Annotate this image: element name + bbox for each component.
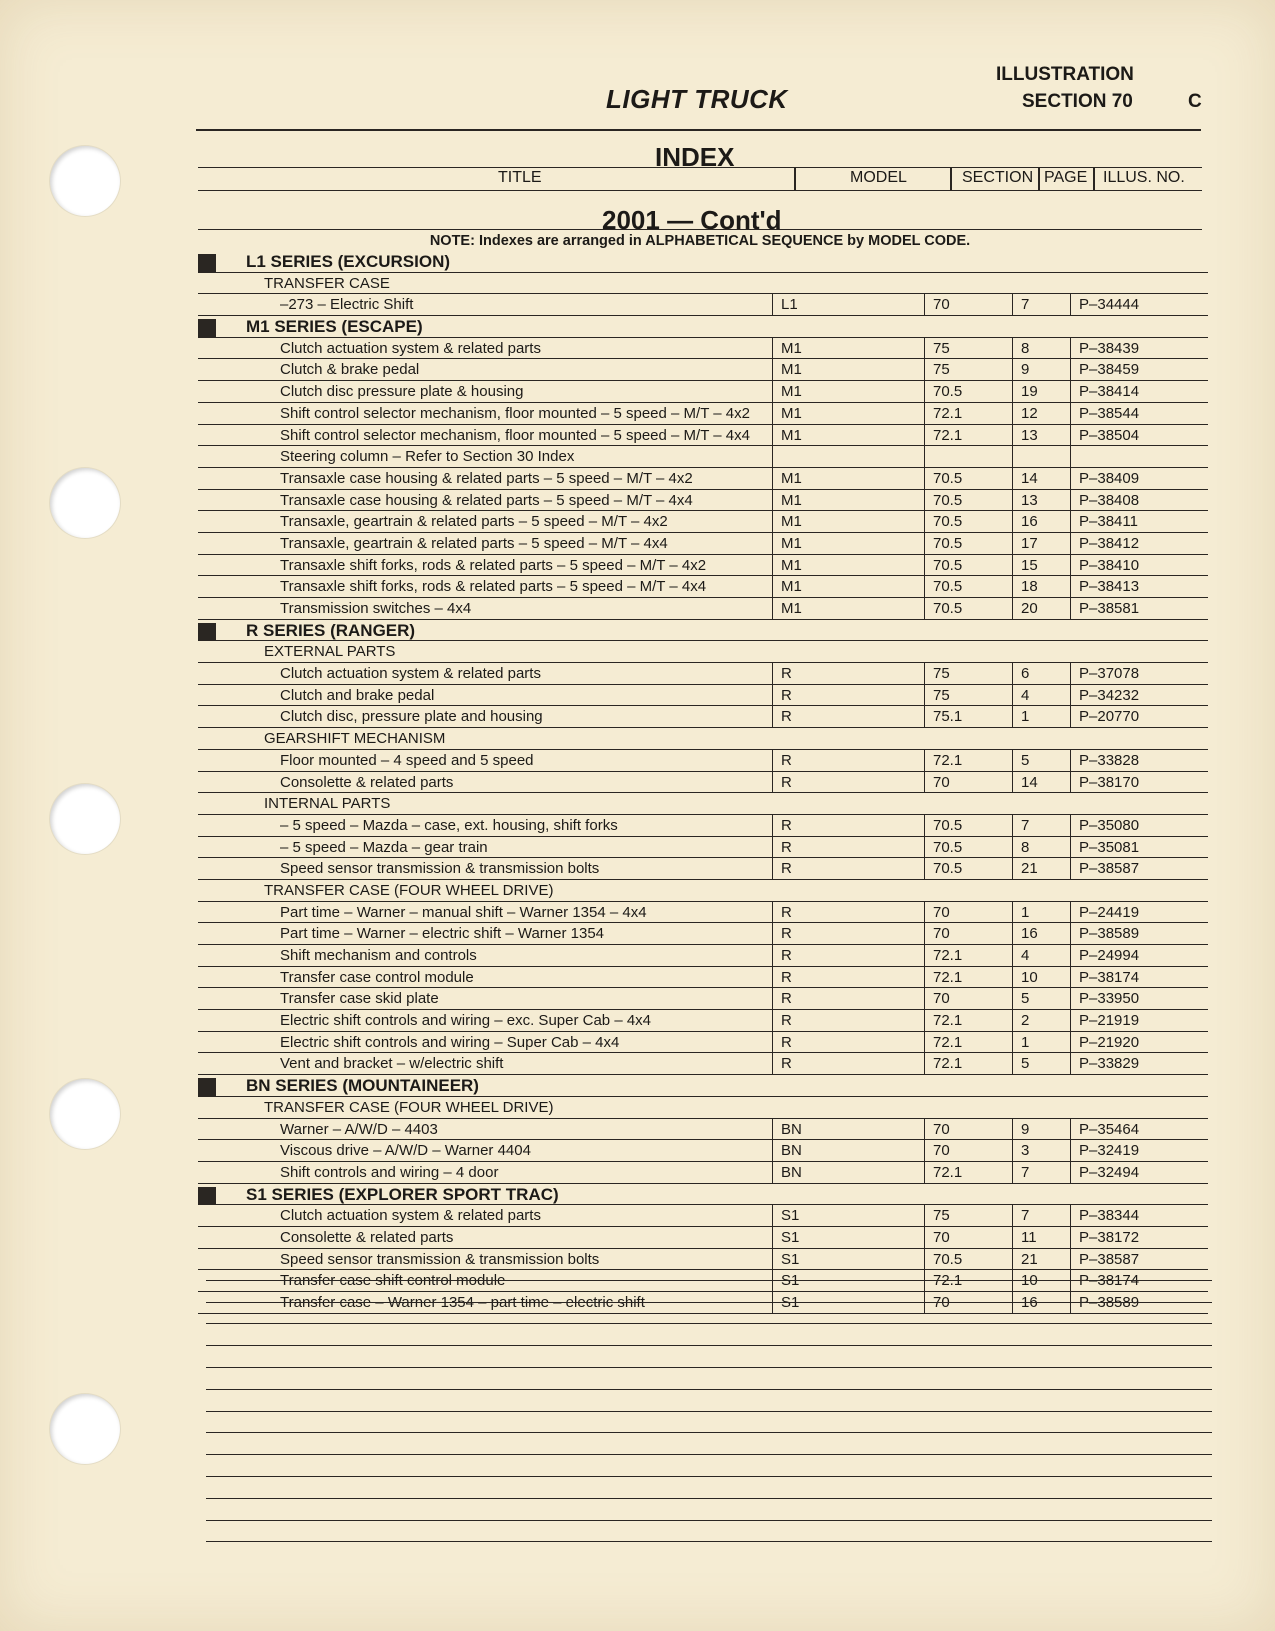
row-title: Speed sensor transmission & transmission bolts [280,860,600,878]
section-cell: 75.1 [924,706,1012,727]
illus-cell: P–38587 [1070,1249,1160,1270]
row-title: Clutch actuation system & related parts [280,339,541,357]
column-illus: ILLUS. NO. [1103,169,1185,186]
section-cell: 72.1 [924,403,1012,424]
blank-line [206,1477,1212,1499]
model-cell: S1 [772,1270,924,1291]
illus-cell: P–34232 [1070,685,1160,706]
model-cell: S1 [772,1205,924,1226]
illus-cell [1070,446,1160,467]
model-cell: R [772,858,924,879]
model-cell: R [772,923,924,944]
model-cell: R [772,706,924,727]
group-heading-row [198,273,1208,295]
model-cell: BN [772,1162,924,1183]
illus-cell: P–38581 [1070,598,1160,619]
row-title: Vent and bracket – w/electric shift [280,1055,504,1073]
illus-cell: P–33950 [1070,988,1160,1009]
page-cell: 8 [1012,837,1070,858]
section-cell: 72.1 [924,1032,1012,1053]
index-table [198,251,1208,1314]
illus-cell: P–38413 [1070,576,1160,597]
row-title: R SERIES (RANGER) [246,620,416,640]
page-cell: 6 [1012,663,1070,684]
illus-cell: P–38174 [1070,1270,1160,1291]
year-heading: 2001 — Cont'd [602,205,782,235]
section-cell: 70.5 [924,815,1012,836]
illus-cell: P–21920 [1070,1032,1160,1053]
row-title: Warner – A/W/D – 4403 [280,1120,438,1138]
section-cell: 70 [924,988,1012,1009]
page-cell: 7 [1012,1205,1070,1226]
row-title: Electric shift controls and wiring – exc. Super Cab – 4x4 [280,1012,652,1030]
section-cell: 70.5 [924,381,1012,402]
illus-cell: P–33829 [1070,1053,1160,1074]
model-cell: R [772,750,924,771]
row-title: Part time – Warner – manual shift – Warner 1354 – 4x4 [280,903,647,921]
page-cell: 7 [1012,294,1070,315]
header-rule [196,129,1201,131]
section-cell: 70 [924,1119,1012,1140]
row-title: TRANSFER CASE (FOUR WHEEL DRIVE) [264,1098,554,1116]
row-title: Viscous drive – A/W/D – Warner 4404 [280,1142,531,1160]
index-row [198,1032,1208,1054]
illus-cell: P–38589 [1070,923,1160,944]
page-cell: 18 [1012,576,1070,597]
model-cell: R [772,815,924,836]
row-title: Shift mechanism and controls [280,947,477,964]
index-row [198,294,1208,316]
model-cell: R [772,772,924,793]
illus-cell: P–33828 [1070,750,1160,771]
illus-cell: P–35464 [1070,1119,1160,1140]
illus-cell: P–38587 [1070,858,1160,879]
page-cell: 3 [1012,1140,1070,1161]
model-cell: M1 [772,533,924,554]
model-cell: R [772,1010,924,1031]
binder-hole [50,1394,120,1464]
page-cell: 5 [1012,988,1070,1009]
model-cell: M1 [772,598,924,619]
model-cell: S1 [772,1227,924,1248]
row-title: M1 SERIES (ESCAPE) [246,317,423,337]
section-cell: 70 [924,294,1012,315]
blank-line [206,1412,1212,1434]
model-cell: R [772,663,924,684]
section-cell: 70 [924,1140,1012,1161]
illus-cell: P–38172 [1070,1227,1160,1248]
illus-cell: P–38589 [1070,1292,1160,1313]
page-cell: 21 [1012,1249,1070,1270]
page-cell: 21 [1012,858,1070,879]
section-cell: 70.5 [924,555,1012,576]
binder-hole [50,1079,120,1149]
section-cell: 72.1 [924,425,1012,446]
blank-line [206,1433,1212,1455]
model-cell: R [772,837,924,858]
section-cell: 70.5 [924,598,1012,619]
row-title: Transfer case shift control module [280,1272,506,1290]
index-row [198,425,1208,447]
page-cell: 7 [1012,815,1070,836]
page-cell: 14 [1012,468,1070,489]
index-row [198,1140,1208,1162]
index-row [198,555,1208,577]
index-row [198,663,1208,685]
index-row [198,967,1208,989]
index-row [198,815,1208,837]
model-cell: R [772,967,924,988]
group-heading-row [198,880,1208,902]
row-title: Clutch actuation system & related parts [280,665,541,683]
row-title: Consolette & related parts [280,773,454,791]
section-cell: 70 [924,1227,1012,1248]
section-cell [924,446,1012,467]
row-title: –273 – Electric Shift [280,296,414,314]
illus-cell: P–38409 [1070,468,1160,489]
section-cell: 70.5 [924,490,1012,511]
series-heading-row [198,620,1208,642]
row-title: – 5 speed – Mazda – gear train [280,838,488,856]
page-cell: 13 [1012,490,1070,511]
page-cell: 13 [1012,425,1070,446]
index-row [198,359,1208,381]
row-title: Transfer case control module [280,968,474,986]
index-row [198,772,1208,794]
row-title: Electric shift controls and wiring – Super Cab – 4x4 [280,1033,620,1051]
page-cell: 11 [1012,1227,1070,1248]
row-title: Shift control selector mechanism, floor mounted – 5 speed – M/T – 4x2 [280,404,750,422]
column-model: MODEL [850,169,907,186]
illus-cell: P–37078 [1070,663,1160,684]
index-row [198,403,1208,425]
row-title: S1 SERIES (EXPLORER SPORT TRAC) [246,1184,559,1204]
row-title: Transaxle case housing & related parts – 5 speed – M/T – 4x4 [280,491,693,509]
blank-line [206,1368,1212,1390]
model-cell: L1 [772,294,924,315]
illus-cell: P–38408 [1070,490,1160,511]
row-title: Clutch and brake pedal [280,686,435,704]
page-cell: 7 [1012,1162,1070,1183]
index-row [198,945,1208,967]
blank-line [206,1390,1212,1412]
page-cell: 16 [1012,1292,1070,1313]
section-cell: 72.1 [924,967,1012,988]
page-cell: 1 [1012,706,1070,727]
series-marker [198,623,216,641]
illus-cell: P–32419 [1070,1140,1160,1161]
row-title: Speed sensor transmission & transmission bolts [280,1250,600,1268]
column-page: PAGE [1044,169,1088,186]
row-title: TRANSFER CASE (FOUR WHEEL DRIVE) [264,881,554,899]
page-cell: 9 [1012,1119,1070,1140]
binder-hole [50,784,120,854]
index-row [198,902,1208,924]
index-row [198,1119,1208,1141]
row-title: Clutch disc pressure plate & housing [280,383,524,401]
group-heading-row [198,793,1208,815]
index-row [198,576,1208,598]
index-row [198,837,1208,859]
section-cell: 70.5 [924,533,1012,554]
index-row [198,598,1208,620]
index-row [198,1162,1208,1184]
page-cell: 19 [1012,381,1070,402]
page-cell: 15 [1012,555,1070,576]
illus-cell: P–35080 [1070,815,1160,836]
section-cell: 70 [924,902,1012,923]
row-title: Steering column – Refer to Section 30 Index [280,448,575,466]
section-cell: 70.5 [924,858,1012,879]
model-cell: M1 [772,576,924,597]
row-title: Transaxle case housing & related parts – 5 speed – M/T – 4x2 [280,469,693,487]
group-heading-row [198,728,1208,750]
model-cell: S1 [772,1249,924,1270]
series-heading-row [198,1184,1208,1206]
row-title: Clutch actuation system & related parts [280,1207,541,1225]
row-title: Transfer case – Warner 1354 – part time – electric shift [280,1294,645,1311]
model-cell: R [772,1053,924,1074]
row-title: Transaxle, geartrain & related parts – 5 speed – M/T – 4x2 [280,513,668,531]
binder-hole [50,146,120,216]
model-cell: M1 [772,468,924,489]
illus-cell: P–21919 [1070,1010,1160,1031]
illus-cell: P–38544 [1070,403,1160,424]
row-title: GEARSHIFT MECHANISM [264,730,446,748]
group-heading-row [198,641,1208,663]
section-cell: 70.5 [924,1249,1012,1270]
model-cell: M1 [772,490,924,511]
row-title: EXTERNAL PARTS [264,643,396,661]
model-cell: M1 [772,511,924,532]
column-title: TITLE [498,169,542,186]
row-title: Shift control selector mechanism, floor mounted – 5 speed – M/T – 4x4 [280,426,750,444]
illus-cell: P–38414 [1070,381,1160,402]
illus-cell: P–35081 [1070,837,1160,858]
row-title: – 5 speed – Mazda – case, ext. housing, shift forks [280,816,618,834]
page-cell: 1 [1012,902,1070,923]
blank-line [206,1346,1212,1368]
blank-line [206,1281,1212,1303]
index-row [198,1227,1208,1249]
row-title: INTERNAL PARTS [264,795,391,813]
row-title: Shift controls and wiring – 4 door [280,1163,499,1181]
group-heading-row [198,1097,1208,1119]
series-heading-row [198,1075,1208,1097]
illus-cell: P–38344 [1070,1205,1160,1226]
index-row [198,858,1208,880]
section-cell: 70 [924,1292,1012,1313]
index-row [198,490,1208,512]
series-marker [198,254,216,272]
index-row [198,1053,1208,1075]
illus-cell: P–20770 [1070,706,1160,727]
section-cell: 72.1 [924,1162,1012,1183]
illus-cell: P–34444 [1070,294,1160,315]
section-cell: 70 [924,772,1012,793]
index-row [198,468,1208,490]
section-cell: 75 [924,663,1012,684]
model-cell [772,446,924,467]
blank-line [206,1303,1212,1325]
illus-cell: P–38412 [1070,533,1160,554]
model-cell: M1 [772,403,924,424]
page-cell: 16 [1012,511,1070,532]
section-cell: 70.5 [924,511,1012,532]
section-cell: 75 [924,685,1012,706]
model-cell: M1 [772,425,924,446]
section-cell: 72.1 [924,750,1012,771]
row-title: L1 SERIES (EXCURSION) [246,252,451,271]
page-cell: 8 [1012,338,1070,359]
index-row [198,511,1208,533]
page-cell: 1 [1012,1032,1070,1053]
model-cell: BN [772,1119,924,1140]
illus-cell: P–38439 [1070,338,1160,359]
page-cell: 5 [1012,750,1070,771]
model-cell: M1 [772,359,924,380]
series-heading-row [198,316,1208,338]
index-row [198,750,1208,772]
series-marker [198,1078,216,1096]
column-section: SECTION [962,169,1034,186]
index-row [198,533,1208,555]
blank-line [206,1499,1212,1521]
page-cell: 9 [1012,359,1070,380]
model-cell: R [772,988,924,1009]
illus-cell: P–24994 [1070,945,1160,966]
row-title: Clutch disc, pressure plate and housing [280,708,543,726]
illus-cell: P–38411 [1070,511,1160,532]
row-title: Part time – Warner – electric shift – Warner 1354 [280,925,605,943]
model-cell: M1 [772,381,924,402]
illus-cell: P–38410 [1070,555,1160,576]
page-cell: 10 [1012,1270,1070,1291]
series-marker [198,319,216,337]
blank-ruled-lines [206,1259,1212,1542]
section-cell: 72.1 [924,945,1012,966]
section-cell: 72.1 [924,1010,1012,1031]
page-cell: 17 [1012,533,1070,554]
illus-cell: P–38459 [1070,359,1160,380]
index-row [198,338,1208,360]
section-cell: 72.1 [924,1270,1012,1291]
index-row [198,923,1208,945]
model-cell: R [772,1032,924,1053]
page-cell: 20 [1012,598,1070,619]
series-heading-row [198,251,1208,273]
row-title: Floor mounted – 4 speed and 5 speed [280,751,534,769]
row-title: Transmission switches – 4x4 [280,600,472,617]
column-header [198,167,1202,191]
section-cell: 70.5 [924,468,1012,489]
page-cell: 10 [1012,967,1070,988]
model-cell: BN [772,1140,924,1161]
index-row [198,685,1208,707]
index-note: NOTE: Indexes are arranged in ALPHABETICAL SEQUENCE by MODEL CODE. [198,229,1202,252]
section-cell: 72.1 [924,1053,1012,1074]
page-cell: 5 [1012,1053,1070,1074]
blank-line [206,1324,1212,1346]
index-row [198,988,1208,1010]
model-cell: R [772,945,924,966]
illus-cell: P–38170 [1070,772,1160,793]
section-cell: 75 [924,359,1012,380]
page-cell: 4 [1012,945,1070,966]
model-cell: M1 [772,338,924,359]
index-row [198,1010,1208,1032]
model-cell: R [772,902,924,923]
section-cell: 70 [924,923,1012,944]
index-row [198,1205,1208,1227]
page-cell [1012,446,1070,467]
page-cell: 16 [1012,923,1070,944]
illustration-label: ILLUSTRATION [996,64,1134,85]
section-cell: 70.5 [924,837,1012,858]
index-row [198,446,1208,468]
row-title: TRANSFER CASE [264,274,390,292]
section-label: SECTION 70 [1022,91,1133,112]
row-title: Transaxle, geartrain & related parts – 5 speed – M/T – 4x4 [280,534,668,552]
blank-line [206,1455,1212,1477]
model-cell: S1 [772,1292,924,1313]
blank-line [206,1521,1212,1543]
section-cell: 75 [924,338,1012,359]
illus-cell: P–24419 [1070,902,1160,923]
blank-line [206,1259,1212,1281]
page-cell: 2 [1012,1010,1070,1031]
section-cell: 75 [924,1205,1012,1226]
row-title: Transfer case skid plate [280,990,439,1008]
index-title: INDEX [655,142,735,172]
row-title: BN SERIES (MOUNTAINEER) [246,1076,479,1096]
illus-cell: P–38504 [1070,425,1160,446]
row-title: Transaxle shift forks, rods & related parts – 5 speed – M/T – 4x2 [280,556,707,574]
model-cell: M1 [772,555,924,576]
index-row [198,381,1208,403]
model-cell: R [772,685,924,706]
row-title: Transaxle shift forks, rods & related parts – 5 speed – M/T – 4x4 [280,578,707,596]
row-title: Clutch & brake pedal [280,361,420,379]
row-title: Consolette & related parts [280,1228,454,1246]
page-cell: 12 [1012,403,1070,424]
illus-cell: P–32494 [1070,1162,1160,1183]
page-cell: 14 [1012,772,1070,793]
page-cell: 4 [1012,685,1070,706]
binder-hole [50,468,120,538]
page-letter: C [1188,91,1202,112]
section-cell: 70.5 [924,576,1012,597]
document-title: LIGHT TRUCK [606,84,788,114]
illus-cell: P–38174 [1070,967,1160,988]
series-marker [198,1187,216,1205]
index-row [198,706,1208,728]
